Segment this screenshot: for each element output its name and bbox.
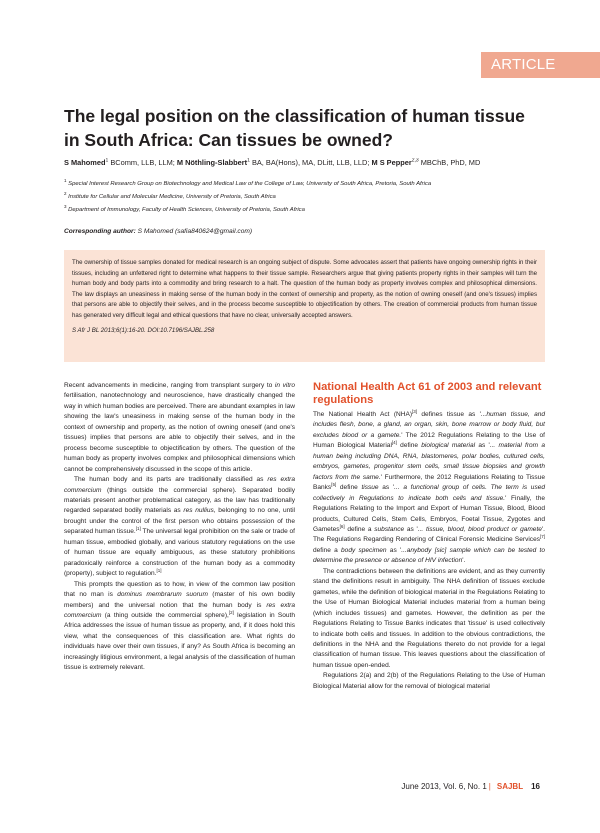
paragraph bbox=[64, 580, 295, 674]
reference-marker[interactable]: [2] bbox=[228, 609, 234, 615]
text-run: This prompts the question as to how, in view of the common law position that no man is bbox=[64, 580, 295, 599]
reference-marker[interactable]: [3] bbox=[412, 408, 418, 414]
reference-marker[interactable]: [1] bbox=[135, 526, 141, 532]
issue-info: June 2013, Vol. 6, No. 1 bbox=[401, 782, 487, 791]
text-run: define bbox=[336, 484, 362, 492]
text-run: fertilisation, nanotechnology and neuroscience, have drastically changed the way in which human bodies are perceived. There are abundant examples in law showing the law's uneasiness in making sense of the human body in the context of ownership and property, as the notion of owning oneself (and one's tissues) implies that persons are able to objectify their selves, and in the process become susceptible to objectification by others. The question of the human body as property involves complex and philosophical dimensions which cannot be comprehensively discussed in the scope of this article. bbox=[64, 392, 295, 473]
text-run: The National Health Act (NHA) bbox=[313, 411, 413, 418]
footer-divider: | bbox=[488, 782, 491, 791]
italic-term: dominus membrarum suorum bbox=[117, 591, 208, 599]
affiliation-text: Special Interest Research Group on Biotechnology and Medical Law of the College of Law, University of South Africa, Pretoria, South Africa bbox=[68, 181, 432, 187]
right-column bbox=[313, 381, 545, 692]
corresponding-email[interactable]: S Mahomed (safia840624@gmail.com) bbox=[137, 228, 253, 235]
author-credentials: MBChB, PhD, MD bbox=[420, 158, 481, 167]
corresponding-author bbox=[64, 227, 252, 236]
text-run: ' Finally, the Regulations Relating to the Import and Export of Human Tissue, Blood, Blood products, Cultured Cells, Stem Cells, Embryos, Foetal Tissue, Zygotes and Gametes bbox=[313, 494, 545, 533]
text-run: define a bbox=[313, 546, 342, 554]
affiliation bbox=[64, 204, 544, 214]
text-run: The universal legal prohibition on the sale or trade of human tissue, embodied globally, and various statutory regulations on the use of human tissue are equally ambiguous, as these statutory prohibitions paradoxically reinforce a construction of the human body as a commodity (property), subject to regulation. bbox=[64, 528, 295, 578]
text-run: as ' bbox=[404, 525, 418, 533]
left-column bbox=[64, 381, 295, 674]
journal-name: SAJBL bbox=[496, 782, 524, 791]
italic-term: res extra commercium bbox=[64, 601, 295, 619]
paragraph bbox=[313, 410, 545, 567]
text-run: defines tissue as ' bbox=[417, 411, 481, 418]
affiliation-number: 1 bbox=[64, 178, 67, 184]
text-run: Recent advancements in medicine, ranging from transplant surgery to bbox=[64, 382, 275, 389]
reference-marker[interactable]: [4] bbox=[391, 440, 397, 446]
affiliation bbox=[64, 178, 544, 188]
italic-quote: ...anybody [sic] sample which can be tested to determine the presence or absence of HIV infection bbox=[313, 546, 545, 565]
italic-term: body specimen bbox=[341, 546, 387, 554]
text-run: '. bbox=[462, 557, 466, 565]
abstract-text: The ownership of tissue samples donated for medical research is an ongoing subject of dispute. Some advocates assert that patients have ongoing ownership rights in their tissues, including an unfettered right to determine what happens to their tissue sample. Researchers argue that giving patients property rights in their samples will turn the human body and body parts into a commodity and bring research to a halt. The question of the human body as property involves complex and philosophical dimensions. The law displays an uneasiness in making sense of the human body in the context of ownership and property, as the notion of owning oneself (and one's tissues) implies that persons are able to objectify their selves, and in the process become susceptible to objectification by others. The creation of commercial products from human tissue has generated very difficult legal and ethical questions that have no clear, universally accepted answers. bbox=[72, 259, 537, 319]
reference-marker[interactable]: [5] bbox=[331, 482, 337, 487]
paragraph: The contradictions between the definitions are evident, and as they currently stand the definitions result in ambiguity. The NHA definition of tissues exclude gametes, while the definition of biological material in the Regulations Relating to the Use of Human Biological Material includes material from a human being (which includes tissues) and gametes. However, the definition as per the Regulations Relating to Tissue Banks indicates that 'tissue' is used collectively to indicate both cells and tissues. In addition to the obvious contradictions, the definitions in the NHA and the Regulations thereto do not provide for a legal classification of human tissue. This leaves questions about the classification of human tissue open-ended. bbox=[313, 567, 545, 669]
section-heading: National Health Act 61 of 2003 and relevant regulations bbox=[313, 381, 542, 406]
page-number: 16 bbox=[531, 782, 540, 791]
text-run: legislation in South Africa addresses the issue of human tissue as property, and, if it does hold this view, what the consequences of this classification are. What rights do individuals have over their own tissues, if any? As South Africa is becoming an increasingly litigious environment, a legal analysis of the classification of human tissue is extremely relevant. bbox=[64, 611, 295, 672]
article-type-tag: ARTICLE bbox=[481, 52, 600, 78]
text-run: define bbox=[396, 442, 422, 450]
italic-term: tissue bbox=[361, 484, 379, 492]
affiliation bbox=[64, 191, 544, 201]
affiliation-number: 2 bbox=[64, 191, 67, 197]
italic-quote: ... material from a human being including DNA, RNA, blastomeres, polar bodies, cultured cells, embryos, gametes, progenitor stem cells, small tissue biopsies and growth factors from the same. bbox=[313, 442, 546, 481]
text-run: as ' bbox=[378, 484, 395, 492]
article-title: The legal position on the classification of human tissue in South Africa: Can tissues be owned? bbox=[64, 106, 525, 150]
text-run: (master of his own bodily members) and the universal notion that the human body is bbox=[64, 591, 296, 609]
author-list bbox=[64, 158, 544, 168]
italic-term: in vitro bbox=[274, 382, 295, 389]
italic-term: res extra commercium bbox=[64, 476, 296, 494]
text-run: , belonging to no one, until brought under the control of the first person who obtains possession of the separated human tissue. bbox=[64, 507, 295, 536]
author-credentials: BComm, LLB, LLM; bbox=[110, 158, 175, 167]
author-affil-ref: 1 bbox=[247, 158, 250, 164]
citation: S Afr J BL 2013;6(1):16-20. DOI:10.7196/SAJBL.258 bbox=[72, 327, 215, 334]
text-run: '. The Regulations Regarding Rendering of Clinical Forensic Medicine Services bbox=[313, 525, 545, 544]
affiliation-text: Department of Immunology, Faculty of Health Sciences, University of Pretoria, South Africa bbox=[68, 207, 305, 213]
italic-term: res nullius bbox=[183, 507, 214, 515]
text-run: define a bbox=[344, 525, 375, 533]
text-run: (a thing outside the commercial sphere), bbox=[101, 611, 229, 619]
abstract-box bbox=[64, 250, 545, 362]
reference-marker[interactable]: [1] bbox=[156, 567, 162, 573]
author-credentials: BA, BA(Hons), MA, DLitt, LLB, LLD; bbox=[251, 158, 370, 167]
corresponding-label: Corresponding author: bbox=[64, 228, 136, 235]
text-run: as ' bbox=[386, 546, 402, 554]
author-name: S Mahomed bbox=[64, 158, 106, 167]
author-name: M Nöthling-Slabbert bbox=[176, 158, 248, 167]
affiliations bbox=[64, 178, 544, 220]
reference-marker[interactable]: [6] bbox=[339, 523, 345, 529]
affiliation-text: Institute for Cellular and Molecular Medicine, University of Pretoria, South Africa bbox=[68, 194, 276, 200]
paragraph bbox=[64, 475, 295, 580]
reference-marker[interactable]: [7] bbox=[539, 534, 545, 540]
paragraph bbox=[64, 381, 295, 475]
italic-quote: ... tissue, blood, blood product or gamete bbox=[417, 525, 542, 533]
author-affil-ref: 2,3 bbox=[411, 158, 419, 164]
paragraph: Regulations 2(a) and 2(b) of the Regulations Relating to the Use of Human Biological Material allow for the removal of biological material bbox=[313, 672, 545, 690]
affiliation-number: 3 bbox=[64, 204, 67, 210]
text-run: as ' bbox=[475, 442, 490, 450]
text-run: (things outside the commercial sphere). Separated bodily materials present another problematical category, as the law has traditionally regarded separated bodily materials as bbox=[64, 486, 295, 515]
italic-quote: ...human tissue, and includes flesh, bone, a gland, an organ, skin, bone marrow or body fluid, but excludes blood or a gamete. bbox=[313, 411, 545, 439]
author-affil-ref: 1 bbox=[105, 158, 109, 164]
italic-term: substance bbox=[374, 525, 405, 533]
italic-term: biological material bbox=[421, 442, 476, 450]
author-name: M S Pepper bbox=[371, 158, 412, 167]
text-run: ' Furthermore, the 2012 Regulations Relating to Tissue Banks bbox=[313, 473, 545, 492]
italic-quote: ... a functional group of cells. The term is used collectively in Regulations to indicate both cells and tissue. bbox=[313, 484, 545, 502]
text-run: The human body and its parts are traditionally classified as bbox=[74, 476, 268, 484]
page-footer bbox=[401, 782, 540, 792]
text-run: ' The 2012 Regulations Relating to the Use of Human Biological Material bbox=[313, 431, 545, 450]
